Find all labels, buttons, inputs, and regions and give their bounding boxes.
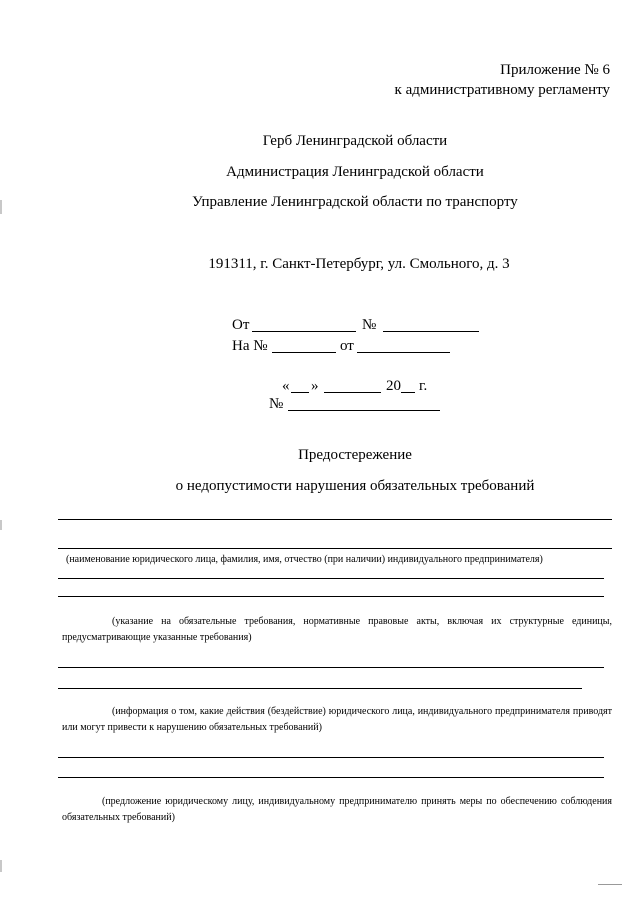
outgoing-number-label: №	[362, 317, 377, 333]
appendix-subtitle: к административному регламенту	[394, 82, 610, 98]
reply-from-date-blank	[357, 352, 450, 353]
scan-edge-mark	[0, 860, 2, 872]
date-year-blank	[401, 392, 415, 393]
entity-caption: (наименование юридического лица, фамилия, имя, отчество (при наличии) индивидуального предпринимателя)	[66, 554, 543, 565]
address: 191311, г. Санкт-Петербург, ул. Смольного, д. 3	[208, 256, 510, 272]
department-name: Управление Ленинградской области по транспорту	[192, 194, 518, 210]
document-title: Предостережение	[298, 447, 412, 463]
requirements-blank-line	[58, 596, 604, 597]
requirements-blank-line	[58, 578, 604, 579]
reply-to-label: На №	[232, 338, 268, 354]
scan-edge-mark	[0, 200, 2, 214]
appendix-number: Приложение № 6	[500, 62, 610, 78]
reply-to-number-blank	[272, 352, 336, 353]
reply-from-label: от	[340, 338, 354, 354]
entity-blank-line	[58, 548, 612, 549]
date-year-suffix: г.	[419, 378, 428, 394]
outgoing-number-blank	[383, 331, 479, 332]
actions-blank-line	[58, 667, 604, 668]
proposal-caption: (предложение юридическому лицу, индивидуальному предпринимателю принять меры по обеспечению соблюдения обязательных требований)	[62, 796, 612, 823]
actions-caption: (информация о том, какие действия (бездействие) юридического лица, индивидуального предпринимателя приводят или могут привести к нарушению обязательных требований)	[62, 706, 612, 733]
from-label: От	[232, 317, 250, 333]
date-year-prefix: 20	[386, 378, 401, 394]
entity-blank-line	[58, 519, 612, 520]
proposal-blank-line	[58, 777, 604, 778]
document-number-label: №	[269, 396, 284, 412]
coat-of-arms-caption: Герб Ленинградской области	[262, 133, 448, 149]
date-open-quote: «	[282, 378, 290, 394]
requirements-caption: (указание на обязательные требования, нормативные правовые акты, включая их структурные единицы, предусматривающие указанные требования)	[62, 616, 612, 643]
document-number-blank	[288, 410, 440, 411]
date-month-blank	[324, 392, 381, 393]
date-day-blank	[291, 392, 309, 393]
date-close-quote: »	[311, 378, 319, 394]
administration-name: Администрация Ленинградской области	[226, 164, 484, 180]
scan-edge-mark	[0, 520, 2, 530]
actions-blank-line	[58, 688, 582, 689]
from-date-blank	[252, 331, 356, 332]
document-subtitle: о недопустимости нарушения обязательных требований	[175, 478, 535, 494]
proposal-blank-line	[58, 757, 604, 758]
scan-bottom-mark	[598, 884, 622, 885]
